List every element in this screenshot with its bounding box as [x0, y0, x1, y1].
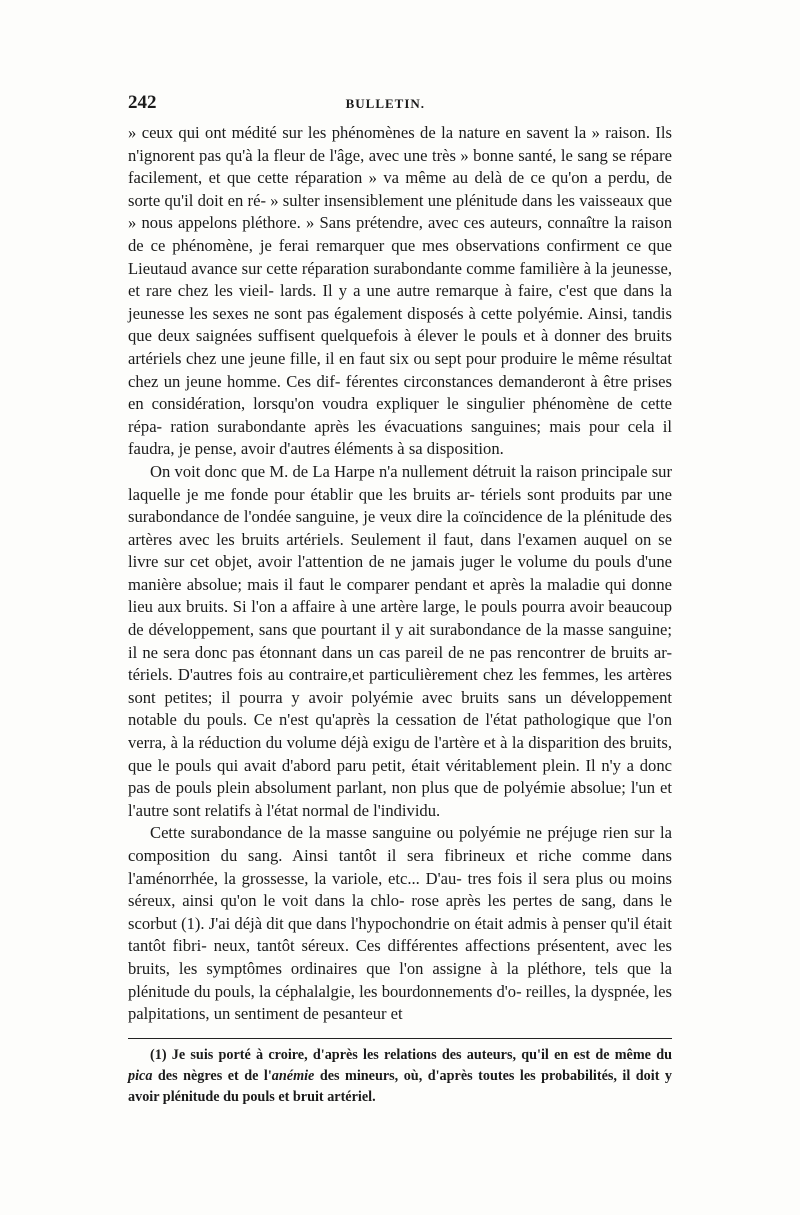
paragraph-2: On voit donc que M. de La Harpe n'a nullement détruit la raison principale sur laquelle je me fonde pour établir que les bruits ar- tériels sont produits par une surabondance de l'ondée sanguine, je veux dire la coïncidence de la plénitude des artères avec les bruits artériels. Seulement il faut, dans l'examen auquel on se livre sur cet objet, avoir l'attention de ne jamais juger le volume du pouls d'une manière absolue; mais il faut le comparer pendant et après la maladie qui donne lieu aux bruits. Si l'on a affaire à une artère large, le pouls pourra avoir beaucoup de développement, sans que pourtant il y ait surabondance de la masse sanguine; il ne sera donc pas étonnant dans un cas pareil de ne pas rencontrer de bruits ar- tériels. D'autres fois au contraire,et particulièrement chez les femmes, les artères sont petites; il pourra y avoir polyémie avec bruits sans un développement notable du pouls. Ce n'est qu'après la cessation de l'état pathologique que l'on verra, à la réduction du volume déjà exigu de l'artère et à la disparition des bruits, que le pouls qui avait d'abord paru petit, était véritablement plein. Il n'y a donc pas de pouls plein absolument parlant, non plus que de polyémie absolue; l'un et l'autre sont relatifs à l'état normal de l'individu. — [128, 461, 672, 820]
book-page — [128, 92, 672, 1108]
footnote-part-2: des nègres et de l' — [152, 1067, 272, 1084]
running-head — [128, 92, 672, 122]
body-text — [128, 122, 672, 1026]
footnote-part-1: (1) Je suis porté à croire, d'après les relations des auteurs, qu'il en est de même du — [150, 1046, 672, 1063]
footnote-divider — [128, 1038, 672, 1039]
footnote-part-3: des mineurs, où, d'après toutes les probabilités, il doit y avoir plénitude du pouls et bruit artériel. — [128, 1067, 672, 1105]
running-title: BULLETIN. — [345, 96, 426, 111]
footnote-italic-pica: pica — [128, 1067, 153, 1084]
paragraph-3: Cette surabondance de la masse sanguine ou polyémie ne préjuge rien sur la composition du sang. Ainsi tantôt il sera fibrineux et riche comme dans l'aménorrhée, la grossesse, la variole, etc... D'au- tres fois il sera plus ou moins séreux, ainsi qu'on le voit dans la chlo- rose après les pertes de sang, dans le scorbut (1). J'ai déjà dit que dans l'hypochondrie on était admis à penser qu'il était tantôt fibri- neux, tantôt séreux. Ces différentes affections présentent, avec les bruits, les symptômes ordinaires que l'on assigne à la pléthore, tels que la plénitude du pouls, la céphalalgie, les bourdonnements d'o- reilles, la dyspnée, les palpitations, un sentiment de pesanteur et — [128, 823, 672, 1024]
footnote-text — [128, 1045, 672, 1108]
footnote — [128, 1045, 672, 1108]
footnote-italic-anemie: anémie — [271, 1067, 315, 1084]
paragraph-1: » ceux qui ont médité sur les phénomènes de la nature en savent la » raison. Ils n'ignorent pas qu'à la fleur de l'âge, avec une très » bonne santé, le sang se répare facilement, et que cette réparation » va même au delà de ce qu'on a perdu, de sorte qu'il doit en ré- » sulter insensiblement une plénitude dans les vaisseaux que » nous appelons pléthore. » Sans prétendre, avec ces auteurs, connaître la raison de ce phénomène, je ferai remarquer que mes observations confirment ce que Lieutaud avance sur cette réparation surabondante comme familière à la jeunesse, et rare chez les vieil- lards. Il y a une autre remarque à faire, c'est que dans la jeunesse les sexes ne sont pas également disposés à cette polyémie. Ainsi, tandis que deux saignées suffisent quelquefois à élever le pouls et à donner des bruits artériels chez une jeune fille, il en faut six ou sept pour produire le même résultat chez un jeune homme. Ces dif- férentes circonstances demanderont à être prises en considération, lorsqu'on voudra expliquer le singulier phénomène de cette répa- ration surabondante après les évacuations sanguines; mais pour cela il faudra, je pense, avoir d'autres éléments à sa disposition. — [128, 123, 672, 459]
page-number: 242 — [128, 92, 157, 113]
